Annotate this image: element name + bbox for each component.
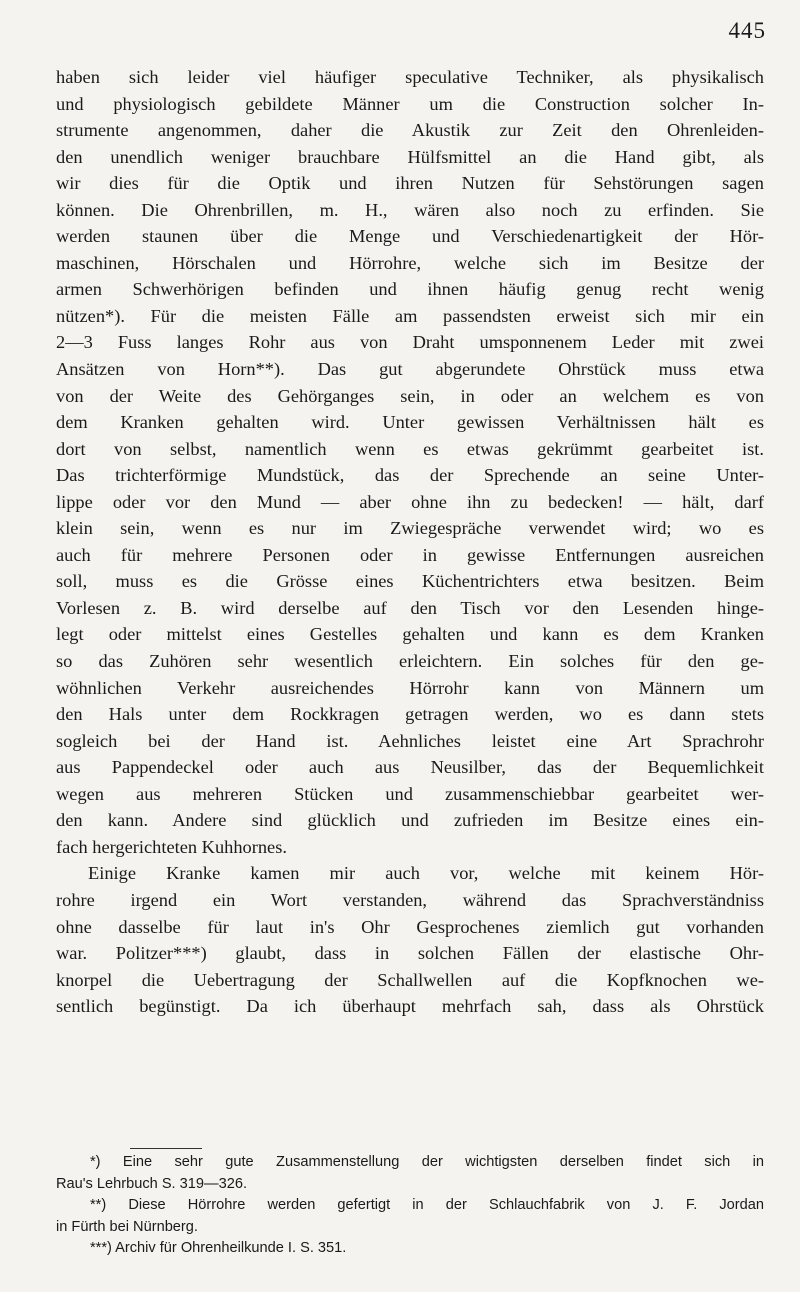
text-line: den kann. Andere sind glücklich und zufrieden im Besitze eines ein- [56, 810, 764, 831]
footnote-line: **) Diese Hörrohre werden gefertigt in der Schlauchfabrik von J. F. Jordan [90, 1197, 764, 1213]
footnote-2 [56, 1195, 764, 1238]
text-line: knorpel die Uebertragung der Schallwellen auf die Kopfknochen we- [56, 969, 764, 990]
text-line: 2—3 Fuss langes Rohr aus von Draht umsponnenem Leder mit zwei [56, 332, 764, 353]
text-line: können. Die Ohrenbrillen, m. H., wären also noch zu erfinden. Sie [56, 199, 764, 220]
text-line: wöhnlichen Verkehr ausreichendes Hörrohr kann von Männern um [56, 677, 764, 698]
text-line: armen Schwerhörigen befinden und ihnen häufig genug recht wenig [56, 279, 764, 300]
text-line: aus Pappendeckel oder auch aus Neusilber, das der Bequemlichkeit [56, 757, 764, 778]
text-line: maschinen, Hörschalen und Hörrohre, welche sich im Besitze der [56, 252, 764, 273]
text-line: wir dies für die Optik und ihren Nutzen für Sehstörungen sagen [56, 173, 764, 194]
text-line: dort von selbst, namentlich wenn es etwas gekrümmt gearbeitet ist. [56, 438, 764, 459]
text-line: und physiologisch gebildete Männer um die Construction solcher In- [56, 93, 764, 114]
text-line: ohne dasselbe für laut in's Ohr Gesprochenes ziemlich gut vorhanden [56, 916, 764, 937]
text-line: Vorlesen z. B. wird derselbe auf den Tisch vor den Lesenden hinge- [56, 597, 764, 618]
text-line: werden staunen über die Menge und Verschiedenartigkeit der Hör- [56, 226, 764, 247]
text-line: klein sein, wenn es nur im Zwiegespräche verwendet wird; wo es [56, 518, 764, 539]
footnote-1 [56, 1152, 764, 1195]
text-line: soll, muss es die Grösse eines Küchentrichters etwa besitzen. Beim [56, 571, 764, 592]
footnote-line: in Fürth bei Nürnberg. [56, 1218, 198, 1235]
text-line: nützen*). Für die meisten Fälle am passendsten erweist sich mir ein [56, 305, 764, 326]
text-line: fach hergerichteten Kuhhornes. [56, 836, 287, 857]
footnote-line: Rau's Lehrbuch S. 319—326. [56, 1175, 248, 1192]
text-line: sogleich bei der Hand ist. Aehnliches leistet eine Art Sprachrohr [56, 730, 764, 751]
paragraph-1 [56, 64, 764, 860]
text-line: dem Kranken gehalten wird. Unter gewissen Verhältnissen hält es [56, 412, 764, 433]
text-line: den Hals unter dem Rockkragen getragen werden, wo es dann stets [56, 704, 764, 725]
text-line: strumente angenommen, daher die Akustik zur Zeit den Ohrenleiden- [56, 120, 764, 141]
text-line: Ansätzen von Horn**). Das gut abgerundete Ohrstück muss etwa [56, 359, 764, 380]
footnote-divider [130, 1148, 202, 1149]
text-line: auch für mehrere Personen oder in gewisse Entfernungen ausreichen [56, 544, 764, 565]
footnote-3 [56, 1238, 764, 1260]
text-line: war. Politzer***) glaubt, dass in solchen Fällen der elastische Ohr- [56, 943, 764, 964]
footnote-line: ***) Archiv für Ohrenheilkunde I. S. 351. [90, 1240, 347, 1256]
text-line: von der Weite des Gehörganges sein, in oder an welchem es von [56, 385, 764, 406]
text-line: sentlich begünstigt. Da ich überhaupt mehrfach sah, dass als Ohrstück [56, 996, 764, 1017]
footnote-line: *) Eine sehr gute Zusammenstellung der wichtigsten derselben findet sich in [90, 1154, 764, 1170]
text-line: Das trichterförmige Mundstück, das der Sprechende an seine Unter- [56, 465, 764, 486]
text-line: Einige Kranke kamen mir auch vor, welche mit keinem Hör- [88, 863, 764, 884]
text-line: wegen aus mehreren Stücken und zusammenschiebbar gearbeitet wer- [56, 783, 764, 804]
text-line: lippe oder vor den Mund — aber ohne ihn zu bedecken! — hält, darf [56, 491, 764, 512]
text-line: legt oder mittelst eines Gestelles gehalten und kann es dem Kranken [56, 624, 764, 645]
page-number: 445 [728, 18, 766, 43]
text-line: so das Zuhören sehr wesentlich erleichtern. Ein solches für den ge- [56, 651, 764, 672]
text-line: haben sich leider viel häufiger speculative Techniker, als physikalisch [56, 67, 764, 87]
text-line: rohre irgend ein Wort verstanden, während das Sprachverständniss [56, 889, 764, 910]
text-line: den unendlich weniger brauchbare Hülfsmittel an die Hand gibt, als [56, 146, 764, 167]
paragraph-2 [56, 860, 764, 1019]
body-text [56, 64, 764, 1020]
footnotes [56, 1152, 764, 1260]
